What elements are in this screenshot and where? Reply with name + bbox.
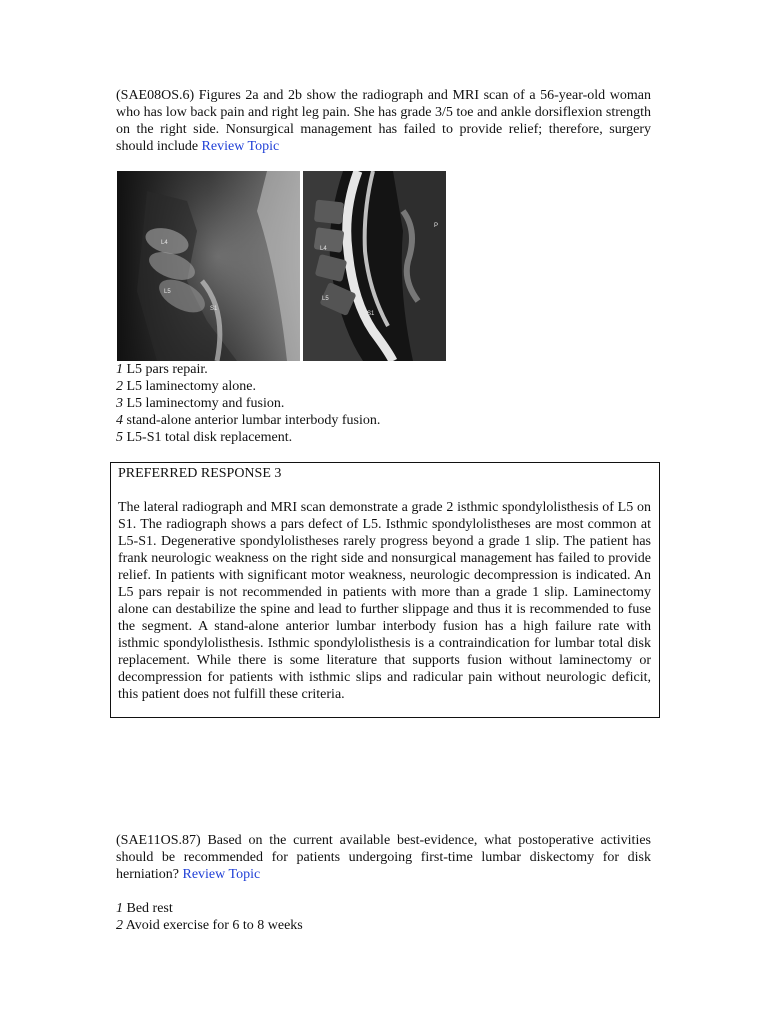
figure-2b-mri-scan bbox=[303, 171, 446, 361]
figure-2a-label-s1: S1 bbox=[210, 306, 218, 312]
preferred-response-title: PREFERRED RESPONSE 3 bbox=[118, 466, 282, 481]
preferred-response-box bbox=[110, 462, 660, 718]
question-1-stem bbox=[116, 87, 651, 155]
question-1-option-1[interactable]: 1 L5 pars repair. bbox=[116, 362, 208, 377]
question-2-option-1[interactable]: 1 Bed rest bbox=[116, 901, 173, 916]
question-1-option-5[interactable]: 5 L5-S1 total disk replacement. bbox=[116, 430, 293, 445]
question-2-stem bbox=[116, 832, 651, 883]
question-1-text: (SAE08OS.6) Figures 2a and 2b show the radiograph and MRI scan of a 56-year-old woman who has low back pain and right leg pain. She has grade 3/5 toe and ankle dorsiflexion strength on the right side. Nonsurgical management has failed to provide relief; therefore, surgery should include bbox=[116, 88, 651, 154]
figure-2b-label-l4: L4 bbox=[320, 246, 327, 252]
question-2-options bbox=[116, 900, 303, 934]
question-2-review-topic-link[interactable]: Review Topic bbox=[182, 867, 261, 882]
preferred-response-explanation: The lateral radiograph and MRI scan demonstrate a grade 2 isthmic spondylolisthesis of L5 on S1. The radiograph shows a pars defect of L5. Isthmic spondylolistheses are most common at L5-S1. Degenerative spondylolistheses rarely progress beyond a grade 1 slip. The patient has frank neurologic weakness on the right side and nonsurgical management has failed to provide relief. In patients with significant motor weakness, neurologic decompression is indicated. An L5 pars repair is not recommended in patients with more than a grade 1 slip. Laminectomy alone can destabilize the spine and lead to further slippage and thus it is recommended to fuse the segment. A stand-alone anterior lumbar interbody fusion has a high failure rate with isthmic spondylolisthesis. Isthmic spondylolisthesis is a contraindication for lumbar total disk replacement. While there is some literature that supports fusion without laminectomy or decompression for patients with isthmic slips and radicular pain without neurologic deficit, this patient does not fulfill these criteria. bbox=[118, 500, 651, 702]
question-1-option-4[interactable]: 4 stand-alone anterior lumbar interbody fusion. bbox=[116, 413, 381, 428]
figure-2a-label-l5: L5 bbox=[164, 289, 171, 295]
question-2-text: (SAE11OS.87) Based on the current available best-evidence, what postoperative activities should be recommended for patients undergoing first-time lumbar diskectomy for disk herniation? bbox=[116, 833, 651, 882]
question-1-review-topic-link[interactable]: Review Topic bbox=[201, 139, 280, 154]
figure-2b-label-s1: S1 bbox=[367, 311, 375, 317]
question-1-option-2[interactable]: 2 L5 laminectomy alone. bbox=[116, 379, 256, 394]
figure-2b-label-p: P bbox=[434, 223, 439, 229]
question-2-option-2[interactable]: 2 Avoid exercise for 6 to 8 weeks bbox=[116, 918, 303, 933]
figure-2b-label-l5: L5 bbox=[322, 296, 329, 302]
figure-2a-label-l4: L4 bbox=[161, 240, 168, 246]
figure-2a-radiograph bbox=[117, 171, 300, 361]
question-1-options bbox=[116, 361, 380, 446]
question-1-option-3[interactable]: 3 L5 laminectomy and fusion. bbox=[116, 396, 285, 411]
